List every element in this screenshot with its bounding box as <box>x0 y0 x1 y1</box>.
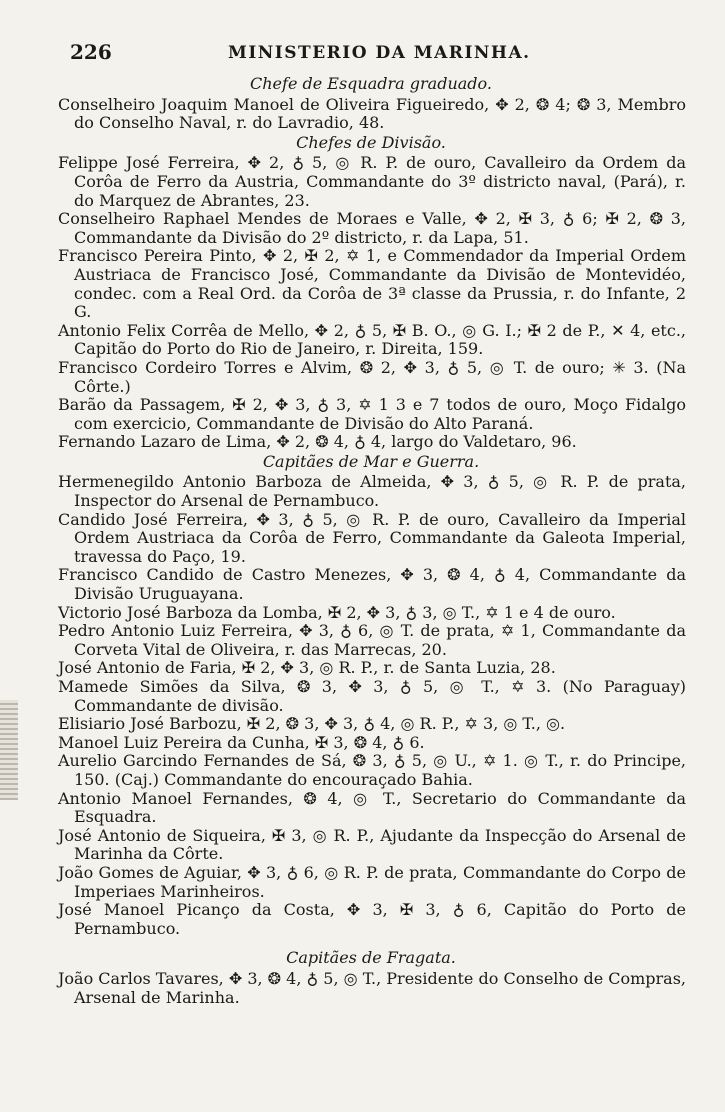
list-entry: Conselheiro Raphael Mendes de Moraes e Valle, ✥ 2, ✠ 3, ♁ 6; ✠ 2, ❂ 3, Commandante da Divisão do 2º districto, r. da Lapa, 51. <box>58 209 686 247</box>
list-entry: Mamede Simões da Silva, ❂ 3, ✥ 3, ♁ 5, ◎ T., ✡ 3. (No Paraguay) Commandante de divisão. <box>58 677 686 715</box>
list-entry: Francisco Candido de Castro Menezes, ✥ 3, ❂ 4, ♁ 4, Commandante da Divisão Uruguayana. <box>58 565 686 604</box>
section-title: Chefe de Esquadra graduado. <box>250 74 492 93</box>
running-title: MINISTERIO DA MARINHA. <box>228 43 531 63</box>
section-title: Capitães de Fragata. <box>286 948 456 968</box>
page-header <box>70 40 690 70</box>
list-entry: Victorio José Barboza da Lomba, ✠ 2, ✥ 3, ♁ 3, ◎ T., ✡ 1 e 4 de ouro. <box>58 602 616 622</box>
list-entry: José Manoel Picanço da Costa, ✥ 3, ✠ 3, ♁ 6, Capitão do Porto de Pernambuco. <box>58 900 686 938</box>
list-entry: Francisco Pereira Pinto, ✥ 2, ✠ 2, ✡ 1, e Commendador da Imperial Ordem Austriaca de Francisco José, Commandante da Divisão de Montevidéo, condec. com a Real Ord. da Corôa de 3ª classe da Prussia, r. do Infante, 2 G. <box>58 246 686 322</box>
list-entry: João Gomes de Aguiar, ✥ 3, ♁ 6, ◎ R. P. de prata, Commandante do Corpo de Imperiaes Marinheiros. <box>58 862 686 901</box>
list-entry: Pedro Antonio Luiz Ferreira, ✥ 3, ♁ 6, ◎ T. de prata, ✡ 1, Commandante da Corveta Vital de Oliveira, r. das Marrecas, 20. <box>58 621 686 659</box>
list-entry: Conselheiro Joaquim Manoel de Oliveira Figueiredo, ✥ 2, ❂ 4; ❂ 3, Membro do Conselho Naval, r. do Lavradio, 48. <box>58 94 686 133</box>
list-entry: João Carlos Tavares, ✥ 3, ❂ 4, ♁ 5, ◎ T., Presidente do Conselho de Compras, Arsenal de Marinha. <box>58 968 687 1007</box>
list-entry: Barão da Passagem, ✠ 2, ✥ 3, ♁ 3, ✡ 1 3 e 7 todos de ouro, Moço Fidalgo com exercicio, Commandante de Divisão do Alto Paraná. <box>58 395 686 433</box>
list-entry: Fernando Lazaro de Lima, ✥ 2, ❂ 4, ♁ 4, largo do Valdetaro, 96. <box>58 432 577 452</box>
list-entry: Candido José Ferreira, ✥ 3, ♁ 5, ◎ R. P. de ouro, Cavalleiro da Imperial Ordem Austriaca da Corôa de Ferro, Commandante da Galeota Imperial, travessa do Paço, 19. <box>58 509 686 566</box>
list-entry: Antonio Manoel Fernandes, ❂ 4, ◎ T., Secretario do Commandante da Esquadra. <box>58 788 686 827</box>
page-content <box>56 74 686 1007</box>
list-entry: Hermenegildo Antonio Barboza de Almeida, ✥ 3, ♁ 5, ◎ R. P. de prata, Inspector do Arsenal de Pernambuco. <box>58 472 686 511</box>
section-gap <box>56 938 686 948</box>
list-entry: Manoel Luiz Pereira da Cunha, ✠ 3, ❂ 4, ♁ 6. <box>58 732 425 752</box>
list-entry: Francisco Cordeiro Torres e Alvim, ❂ 2, ✥ 3, ♁ 5, ◎ T. de ouro; ✳ 3. (Na Côrte.) <box>58 357 686 396</box>
list-entry: Elisiario José Barbozu, ✠ 2, ❂ 3, ✥ 3, ♁ 4, ◎ R. P., ✡ 3, ◎ T., ◎. <box>58 714 566 734</box>
section-title: Chefes de Divisão. <box>296 132 446 152</box>
list-entry: José Antonio de Siqueira, ✠ 3, ◎ R. P., Ajudante da Inspecção do Arsenal de Marinha da Côrte. <box>58 825 686 864</box>
list-entry: Aurelio Garcindo Fernandes de Sá, ❂ 3, ♁ 5, ◎ U., ✡ 1. ◎ T., r. do Principe, 150. (Caj.) Commandante do encouraçado Bahia. <box>58 751 686 789</box>
list-entry: José Antonio de Faria, ✠ 2, ✥ 3, ◎ R. P., r. de Santa Luzia, 28. <box>58 658 556 678</box>
list-entry: Felippe José Ferreira, ✥ 2, ♁ 5, ◎ R. P. de ouro, Cavalleiro da Ordem da Corôa de Ferro da Austria, Commandante do 3º districto naval, (Pará), r. do Marquez de Abrantes, 23. <box>58 153 686 210</box>
section-title: Capitães de Mar e Guerra. <box>262 451 480 471</box>
binding-edge <box>0 700 18 800</box>
page-number: 226 <box>70 40 112 64</box>
list-entry: Antonio Felix Corrêa de Mello, ✥ 2, ♁ 5, ✠ B. O., ◎ G. I.; ✠ 2 de P., ✕ 4, etc., Capitão do Porto do Rio de Janeiro, r. Direita, 159. <box>58 320 686 359</box>
